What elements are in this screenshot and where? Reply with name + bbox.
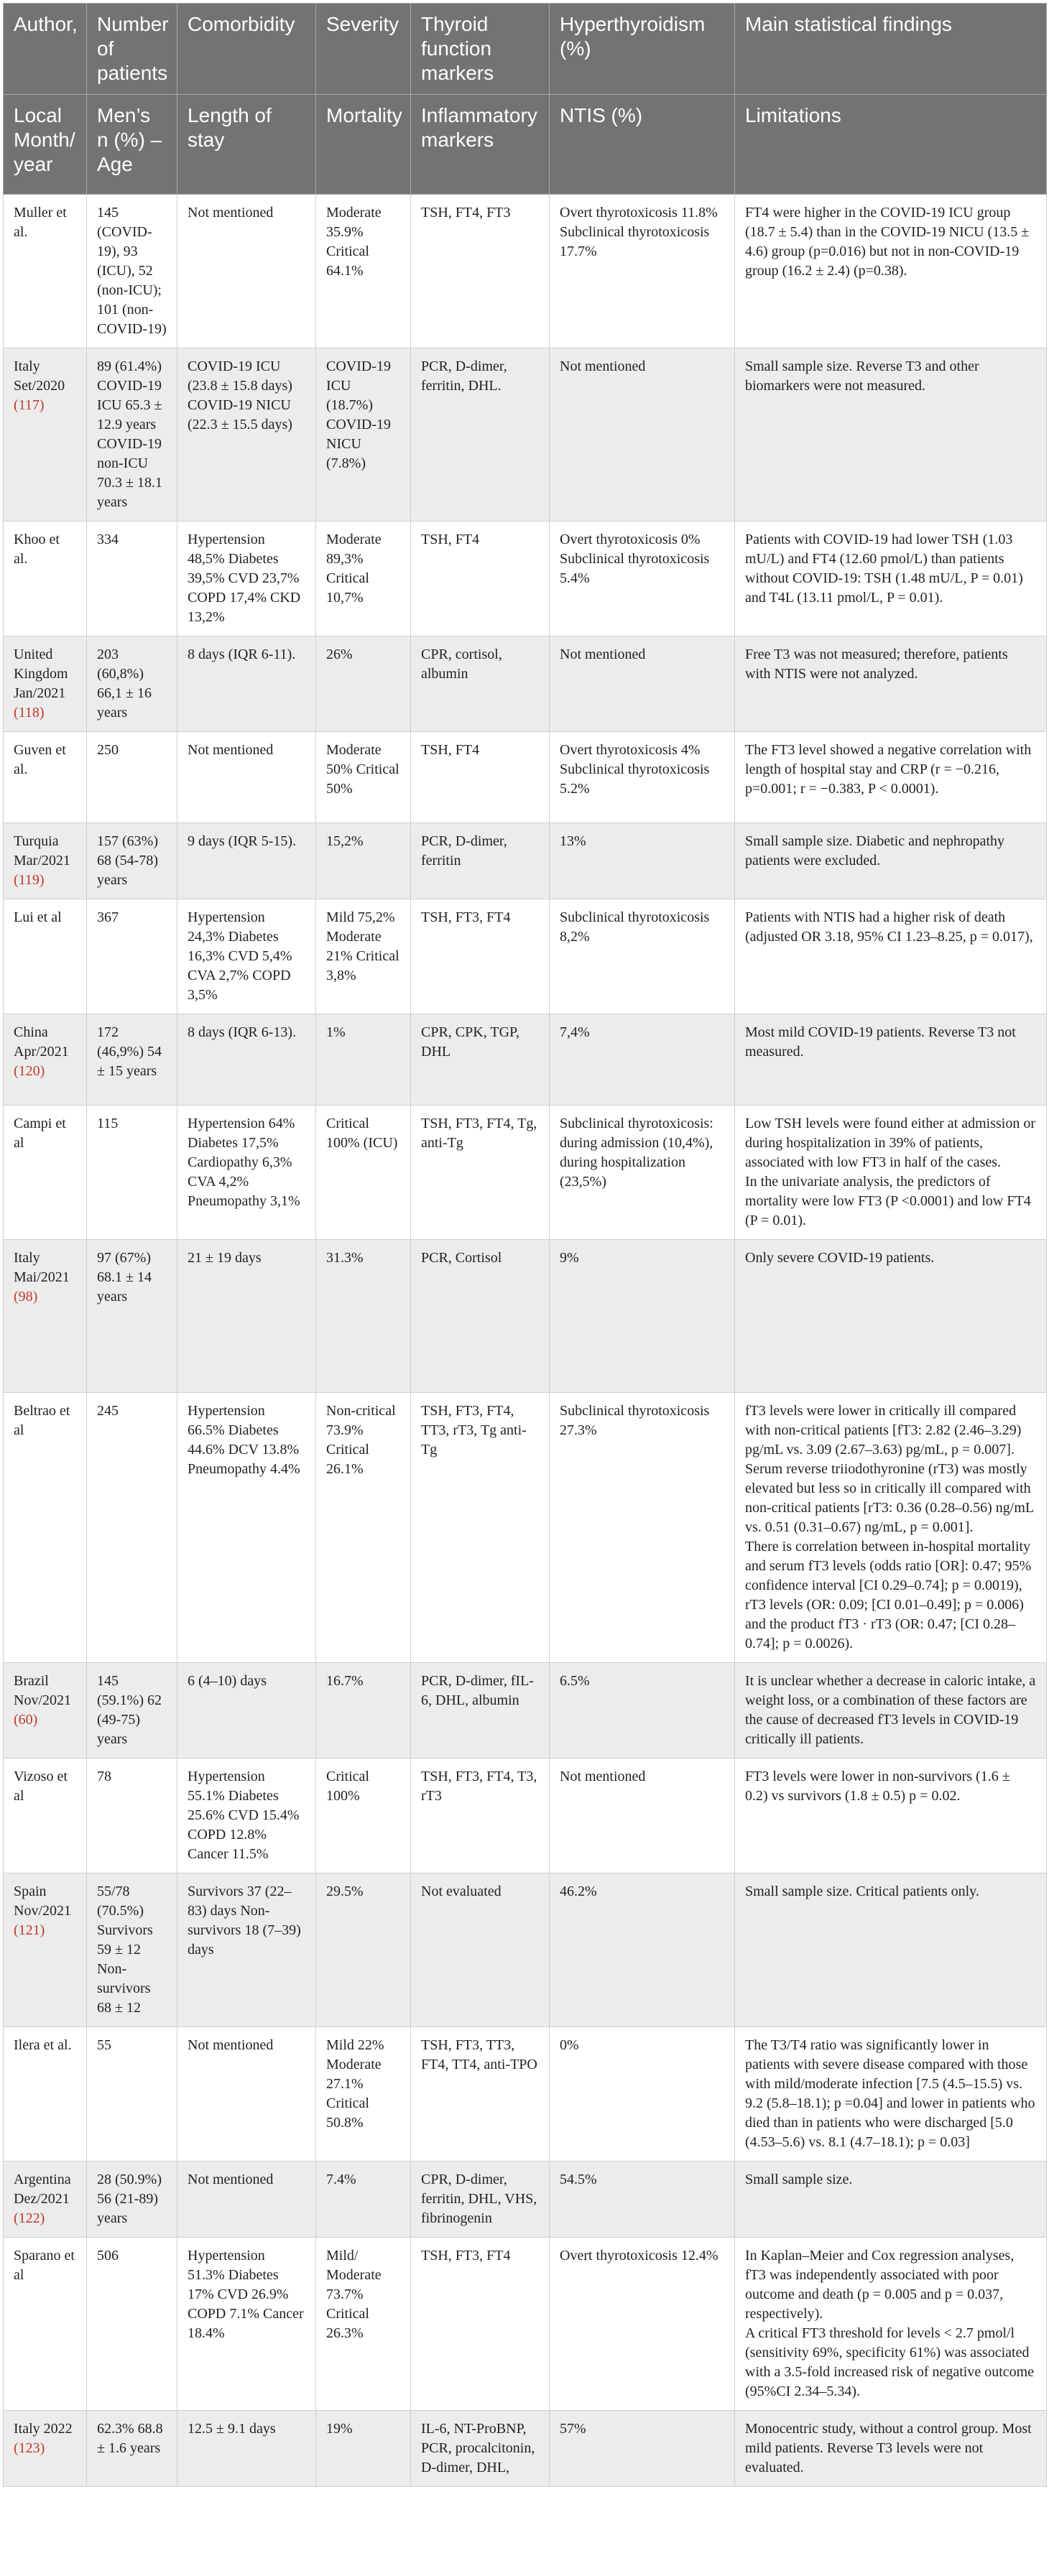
table-container	[3, 3, 1046, 2487]
hyperthyroidism-cell: Overt thyrotoxicosis 11.8% Subclinical thyrotoxicosis 17.7%	[550, 195, 735, 348]
finding-paragraph: Serum reverse triiodothyronine (rT3) was mostly elevated but less so in critically ill compared with non-critical patients [rT3: 0.36 (0.28–0.56) ng/mL vs. 0.51 (0.31–0.67) ng/mL, p = 0.001].	[745, 1461, 1034, 1535]
local-cell	[4, 2411, 87, 2487]
local-cell	[4, 1873, 87, 2027]
header-length-of-stay: Length of stay	[177, 95, 316, 195]
table-row	[4, 1663, 1047, 1759]
header-ntis: NTIS (%)	[550, 95, 735, 195]
table-row	[4, 1014, 1047, 1106]
header-mortality: Mortality	[316, 95, 411, 195]
findings-cell	[735, 2238, 1047, 2411]
local-cell	[4, 348, 87, 522]
men-age-cell: 55/78 (70.5%) Survivors 59 ± 12 Non-survivors 68 ± 12	[87, 1873, 177, 2027]
findings-cell	[735, 2027, 1047, 2162]
local-text: Argentina Dez/2021	[14, 2172, 71, 2207]
length-of-stay-cell: COVID-19 ICU (23.8 ± 15.8 days) COVID-19 NICU (22.3 ± 15.5 days)	[177, 348, 316, 522]
table-row	[4, 732, 1047, 823]
comorbidity-cell: Hypertension 64% Diabetes 17,5% Cardiopathy 6,3% CVA 4,2% Pneumopathy 3,1%	[177, 1106, 316, 1240]
author-cell: Beltrao et al	[4, 1393, 87, 1663]
length-of-stay-cell: 21 ± 19 days	[177, 1240, 316, 1393]
limitations-cell: Small sample size. Critical patients only.	[735, 1873, 1047, 2027]
ntis-cell: 13%	[550, 823, 735, 899]
table-row	[4, 2238, 1047, 2411]
thyroid-markers-cell: TSH, FT3, TT3, FT4, TT4, anti-TPO	[411, 2027, 550, 2162]
header-number-of-patients: Number of patients	[87, 4, 177, 95]
local-text: Spain Nov/2021	[14, 1884, 71, 1919]
ntis-cell: Not mentioned	[550, 348, 735, 522]
thyroid-markers-cell: TSH, FT3, FT4	[411, 2238, 550, 2411]
inflammatory-markers-cell: CPR, cortisol, albumin	[411, 636, 550, 732]
header-row-2	[4, 95, 1047, 195]
comorbidity-cell: Not mentioned	[177, 2027, 316, 2162]
table-header	[4, 4, 1047, 195]
limitations-cell: Small sample size.	[735, 2162, 1047, 2238]
table-row	[4, 2027, 1047, 2162]
men-age-cell: 62.3% 68.8 ± 1.6 years	[87, 2411, 177, 2487]
header-local-month-year: Local Month/ year	[4, 95, 87, 195]
severity-cell: Moderate 35.9% Critical 64.1%	[316, 195, 411, 348]
finding-paragraph: FT4 were higher in the COVID-19 ICU group (18.7 ± 5.4) than in the COVID-19 NICU (13.5 ± 4.6) group (p=0.016) but not in non-COVID-19 group (16.2 ± 2.4) (p=0.38).	[745, 205, 1030, 279]
men-age-cell: 172 (46,9%) 54 ± 15 years	[87, 1014, 177, 1106]
findings-cell	[735, 899, 1047, 1014]
limitations-cell: Small sample size. Diabetic and nephropathy patients were excluded.	[735, 823, 1047, 899]
header-comorbidity: Comorbidity	[177, 4, 316, 95]
mortality-cell: 16.7%	[316, 1663, 411, 1759]
table-row	[4, 522, 1047, 636]
mortality-cell: 19%	[316, 2411, 411, 2487]
severity-cell: Mild 22% Moderate 27.1% Critical 50.8%	[316, 2027, 411, 2162]
author-cell: Campi et al	[4, 1106, 87, 1240]
finding-paragraph: Patients with COVID-19 had lower TSH (1.03 mU/L) and FT4 (12.60 pmol/L) than patients without COVID-19: TSH (1.48 mU/L, P = 0.01) and T4L (13.11 pmol/L, P = 0.01).	[745, 532, 1023, 606]
severity-cell: Mild 75,2% Moderate 21% Critical 3,8%	[316, 899, 411, 1014]
length-of-stay-cell: 6 (4–10) days	[177, 1663, 316, 1759]
local-cell	[4, 1663, 87, 1759]
reference-link[interactable]: (98)	[14, 1289, 38, 1305]
mortality-cell: 7.4%	[316, 2162, 411, 2238]
severity-cell: Non-critical 73.9% Critical 26.1%	[316, 1393, 411, 1663]
men-age-cell: 28 (50.9%) 56 (21-89) years	[87, 2162, 177, 2238]
inflammatory-markers-cell: PCR, D-dimer, ferritin, DHL.	[411, 348, 550, 522]
table-row	[4, 1240, 1047, 1393]
finding-paragraph: FT3 levels were lower in non-survivors (1.6 ± 0.2) vs survivors (1.8 ± 0.5) p = 0.02.	[745, 1769, 1010, 1804]
inflammatory-markers-cell: CPR, D-dimer, ferritin, DHL, VHS, fibrinogenin	[411, 2162, 550, 2238]
hyperthyroidism-cell: Overt thyrotoxicosis 12.4%	[550, 2238, 735, 2411]
header-inflammatory-markers: Inflammatory markers	[411, 95, 550, 195]
local-cell	[4, 1014, 87, 1106]
reference-link[interactable]: (121)	[14, 1922, 45, 1938]
table-row	[4, 1106, 1047, 1240]
length-of-stay-cell: Not mentioned	[177, 2162, 316, 2238]
local-text: Italy Set/2020	[14, 358, 65, 394]
finding-paragraph: Low TSH levels were found either at admission or during hospitalization in 39% of patients, associated with low FT3 in half of the cases.	[745, 1116, 1035, 1170]
local-cell	[4, 1240, 87, 1393]
table-row	[4, 899, 1047, 1014]
hyperthyroidism-cell: Subclinical thyrotoxicosis 8,2%	[550, 899, 735, 1014]
table-row	[4, 823, 1047, 899]
header-row-1	[4, 4, 1047, 95]
finding-paragraph: fT3 levels were lower in critically ill compared with non-critical patients [fT3: 2.82 (2.46–3.29) pg/mL vs. 3.09 (2.67–3.63) pg/mL, p = 0.007].	[745, 1403, 1022, 1458]
findings-cell	[735, 195, 1047, 348]
thyroid-markers-cell: TSH, FT4	[411, 732, 550, 823]
length-of-stay-cell: 9 days (IQR 5-15).	[177, 823, 316, 899]
author-cell: Muller et al.	[4, 195, 87, 348]
local-text: Italy Mai/2021	[14, 1250, 70, 1285]
reference-link[interactable]: (120)	[14, 1063, 45, 1079]
header-men-age: Men’s n (%) – Age	[87, 95, 177, 195]
length-of-stay-cell: Survivors 37 (22–83) days Non-survivors 18 (7–39) days	[177, 1873, 316, 2027]
inflammatory-markers-cell: CPR, CPK, TGP, DHL	[411, 1014, 550, 1106]
thyroid-markers-cell: TSH, FT4	[411, 522, 550, 636]
thyroid-markers-cell: TSH, FT3, FT4, Tg, anti-Tg	[411, 1106, 550, 1240]
comorbidity-cell: Hypertension 66.5% Diabetes 44.6% DCV 13.8% Pneumopathy 4.4%	[177, 1393, 316, 1663]
severity-cell: Critical 100% (ICU)	[316, 1106, 411, 1240]
local-text: United Kingdom Jan/2021	[14, 647, 68, 701]
findings-cell	[735, 1393, 1047, 1663]
header-hyperthyroidism: Hyperthyroidism (%)	[550, 4, 735, 95]
hyperthyroidism-cell: 0%	[550, 2027, 735, 2162]
table-row	[4, 636, 1047, 732]
comorbidity-cell: Hypertension 24,3% Diabetes 16,3% CVD 5,4% CVA 2,7% COPD 3,5%	[177, 899, 316, 1014]
ntis-cell: 7,4%	[550, 1014, 735, 1106]
patients-cell: 506	[87, 2238, 177, 2411]
limitations-cell: Only severe COVID-19 patients.	[735, 1240, 1047, 1393]
local-text: China Apr/2021	[14, 1024, 69, 1060]
reference-link[interactable]: (119)	[14, 872, 45, 888]
thyroid-markers-cell: TSH, FT3, FT4, TT3, rT3, Tg anti-Tg	[411, 1393, 550, 1663]
comorbidity-cell: Not mentioned	[177, 732, 316, 823]
patients-cell: 250	[87, 732, 177, 823]
inflammatory-markers-cell: IL-6, NT-ProBNP, PCR, procalcitonin, D-dimer, DHL,	[411, 2411, 550, 2487]
author-cell: Lui et al	[4, 899, 87, 1014]
thyroid-markers-cell: TSH, FT3, FT4	[411, 899, 550, 1014]
ntis-cell: 46.2%	[550, 1873, 735, 2027]
inflammatory-markers-cell: PCR, D-dimer, fIL-6, DHL, albumin	[411, 1663, 550, 1759]
severity-cell: Moderate 50% Critical 50%	[316, 732, 411, 823]
local-text: Turquia Mar/2021	[14, 833, 70, 868]
length-of-stay-cell: 8 days (IQR 6-11).	[177, 636, 316, 732]
reference-link[interactable]: (117)	[14, 397, 45, 413]
reference-link[interactable]: (60)	[14, 1712, 38, 1728]
mortality-cell: 1%	[316, 1014, 411, 1106]
table-row	[4, 195, 1047, 348]
table-row	[4, 2162, 1047, 2238]
reference-link[interactable]: (123)	[14, 2440, 45, 2456]
finding-paragraph: In Kaplan–Meier and Cox regression analyses, fT3 was independently associated with poor outcome and death (p = 0.005 and p = 0.037, respectively).	[745, 2248, 1015, 2322]
men-age-cell: 89 (61.4%) COVID-19 ICU 65.3 ± 12.9 years COVID-19 non-ICU 70.3 ± 18.1 years	[87, 348, 177, 522]
thyroid-markers-cell: TSH, FT3, FT4, T3, rT3	[411, 1759, 550, 1873]
inflammatory-markers-cell: PCR, Cortisol	[411, 1240, 550, 1393]
finding-paragraph: There is correlation between in-hospital mortality and serum fT3 levels (odds ratio [OR]: 0.47; 95% confidence interval [CI 0.29–0.74]; p = 0.0019), rT3 levels (OR: 0.09; [CI 0.01–0.49]; p = 0.006) and the product fT3 · rT3 (OR: 0.47; [CI 0.28–0.74]; p = 0.0026).	[745, 1539, 1032, 1651]
header-author: Author,	[4, 4, 87, 95]
men-age-cell: 203 (60,8%) 66,1 ± 16 years	[87, 636, 177, 732]
ntis-cell: 57%	[550, 2411, 735, 2487]
patients-cell: 115	[87, 1106, 177, 1240]
author-cell: Ilera et al.	[4, 2027, 87, 2162]
reference-link[interactable]: (118)	[14, 705, 45, 721]
finding-paragraph: In the univariate analysis, the predictors of mortality were low FT3 (P <0.0001) and low FT4 (P = 0.01).	[745, 1174, 1031, 1228]
inflammatory-markers-cell: Not evaluated	[411, 1873, 550, 2027]
table-body	[4, 195, 1047, 2487]
findings-cell	[735, 1106, 1047, 1240]
length-of-stay-cell: 12.5 ± 9.1 days	[177, 2411, 316, 2487]
severity-cell: Mild/ Moderate 73.7% Critical 26.3%	[316, 2238, 411, 2411]
local-text: Brazil Nov/2021	[14, 1673, 71, 1708]
studies-table	[3, 3, 1047, 2487]
patients-cell: 55	[87, 2027, 177, 2162]
limitations-cell: Free T3 was not measured; therefore, patients with NTIS were not analyzed.	[735, 636, 1047, 732]
header-limitations: Limitations	[735, 95, 1047, 195]
severity-cell: Critical 100%	[316, 1759, 411, 1873]
local-cell	[4, 823, 87, 899]
finding-paragraph: Patients with NTIS had a higher risk of death (adjusted OR 3.18, 95% CI 1.23–8.25, p = 0.017),	[745, 909, 1033, 945]
length-of-stay-cell: 8 days (IQR 6-13).	[177, 1014, 316, 1106]
ntis-cell: 6.5%	[550, 1663, 735, 1759]
patients-cell: 145 (COVID-19), 93 (ICU), 52 (non-ICU); 101 (non-COVID-19)	[87, 195, 177, 348]
limitations-cell: Most mild COVID-19 patients. Reverse T3 not measured.	[735, 1014, 1047, 1106]
inflammatory-markers-cell: PCR, D-dimer, ferritin	[411, 823, 550, 899]
local-text: Italy 2022	[14, 2421, 73, 2437]
author-cell: Khoo et al.	[4, 522, 87, 636]
header-main-findings: Main statistical findings	[735, 4, 1047, 95]
mortality-cell: 31.3%	[316, 1240, 411, 1393]
findings-cell	[735, 522, 1047, 636]
mortality-cell: 29.5%	[316, 1873, 411, 2027]
men-age-cell: 97 (67%) 68.1 ± 14 years	[87, 1240, 177, 1393]
author-cell: Vizoso et al	[4, 1759, 87, 1873]
finding-paragraph: The FT3 level showed a negative correlation with length of hospital stay and CRP (r = −0.216, p=0.001; r = −0.383, P < 0.0001).	[745, 742, 1032, 797]
header-thyroid-markers: Thyroid function markers	[411, 4, 550, 95]
hyperthyroidism-cell: Subclinical thyrotoxicosis 27.3%	[550, 1393, 735, 1663]
findings-cell	[735, 1759, 1047, 1873]
comorbidity-cell: Hypertension 55.1% Diabetes 25.6% CVD 15.4% COPD 12.8% Cancer 11.5%	[177, 1759, 316, 1873]
ntis-cell: Not mentioned	[550, 636, 735, 732]
local-cell	[4, 2162, 87, 2238]
hyperthyroidism-cell: Subclinical thyrotoxicosis: during admission (10,4%), during hospitalization (23,5%)	[550, 1106, 735, 1240]
comorbidity-cell: Not mentioned	[177, 195, 316, 348]
patients-cell: 78	[87, 1759, 177, 1873]
mortality-cell: 15,2%	[316, 823, 411, 899]
patients-cell: 334	[87, 522, 177, 636]
table-row	[4, 2411, 1047, 2487]
severity-cell: Moderate 89,3% Critical 10,7%	[316, 522, 411, 636]
patients-cell: 245	[87, 1393, 177, 1663]
mortality-cell: COVID-19 ICU (18.7%) COVID-19 NICU (7.8%)	[316, 348, 411, 522]
table-row	[4, 1759, 1047, 1873]
patients-cell: 367	[87, 899, 177, 1014]
ntis-cell: 54.5%	[550, 2162, 735, 2238]
table-row	[4, 1393, 1047, 1663]
comorbidity-cell: Hypertension 51.3% Diabetes 17% CVD 26.9% COPD 7.1% Cancer 18.4%	[177, 2238, 316, 2411]
thyroid-markers-cell: TSH, FT4, FT3	[411, 195, 550, 348]
author-cell: Guven et al.	[4, 732, 87, 823]
hyperthyroidism-cell: Not mentioned	[550, 1759, 735, 1873]
limitations-cell: It is unclear whether a decrease in caloric intake, a weight loss, or a combination of these factors are the cause of decreased fT3 levels in COVID-19 critically ill patients.	[735, 1663, 1047, 1759]
hyperthyroidism-cell: Overt thyrotoxicosis 0% Subclinical thyrotoxicosis 5.4%	[550, 522, 735, 636]
finding-paragraph: The T3/T4 ratio was significantly lower in patients with severe disease compared with those with mild/moderate infection [7.5 (4.5–15.5) vs. 9.2 (5.8–18.1); p =0.04] and lower in patients who died than in patients who were discharged [5.0 (4.53–5.6) vs. 8.1 (4.7–18.1); p = 0.03]	[745, 2037, 1035, 2150]
reference-link[interactable]: (122)	[14, 2210, 45, 2226]
limitations-cell: Small sample size. Reverse T3 and other biomarkers were not measured.	[735, 348, 1047, 522]
findings-cell	[735, 732, 1047, 823]
local-cell	[4, 636, 87, 732]
table-row	[4, 348, 1047, 522]
mortality-cell: 26%	[316, 636, 411, 732]
author-cell: Sparano et al	[4, 2238, 87, 2411]
ntis-cell: 9%	[550, 1240, 735, 1393]
men-age-cell: 157 (63%) 68 (54-78) years	[87, 823, 177, 899]
finding-paragraph: A critical FT3 threshold for levels < 2.7 pmol/l (sensitivity 69%, specificity 61%) was associated with a 3.5-fold increased risk of negative outcome (95%CI 2.34–5.34).	[745, 2325, 1035, 2399]
hyperthyroidism-cell: Overt thyrotoxicosis 4% Subclinical thyrotoxicosis 5.2%	[550, 732, 735, 823]
table-row	[4, 1873, 1047, 2027]
comorbidity-cell: Hypertension 48,5% Diabetes 39,5% CVD 23,7% COPD 17,4% CKD 13,2%	[177, 522, 316, 636]
men-age-cell: 145 (59.1%) 62 (49-75) years	[87, 1663, 177, 1759]
header-severity: Severity	[316, 4, 411, 95]
limitations-cell: Monocentric study, without a control group. Most mild patients. Reverse T3 levels were not evaluated.	[735, 2411, 1047, 2487]
